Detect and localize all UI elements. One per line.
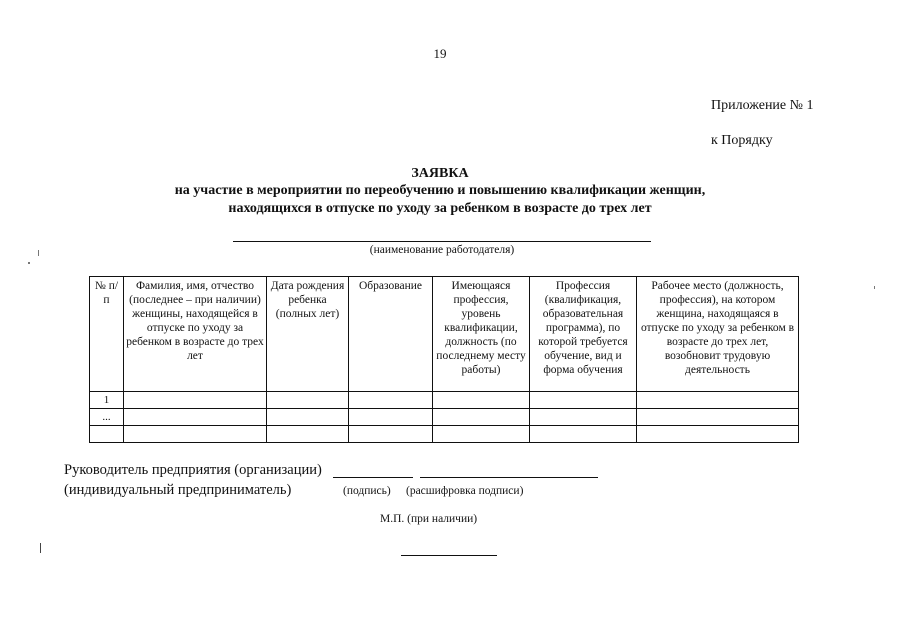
- table-cell: [124, 426, 267, 443]
- table-row: [90, 392, 799, 409]
- table-cell: [637, 392, 799, 409]
- table-cell: [267, 426, 349, 443]
- table-cell: [530, 426, 637, 443]
- scan-speck: [38, 250, 39, 256]
- signer-title: Руководитель предприятия (организации): [64, 462, 322, 478]
- signature-decode-line: [420, 477, 598, 478]
- signature-line: [333, 477, 413, 478]
- table-cell: [637, 409, 799, 426]
- table-row: [90, 409, 799, 426]
- application-table: [89, 276, 799, 443]
- table-row: [90, 426, 799, 443]
- scan-speck: [40, 543, 41, 553]
- header-workplace: Рабочее место (должность, профессия), на котором женщина, находящаяся в отпуске по уходу за ребенком в возрасте до трех лет, возобновит трудовую деятельность: [637, 277, 799, 392]
- header-current-profession: Имеющаяся профессия, уровень квалификации, должность (по последнему месту работы): [433, 277, 530, 392]
- table-cell: [349, 409, 433, 426]
- table-cell: [124, 392, 267, 409]
- stamp-label: М.П. (при наличии): [380, 513, 478, 525]
- header-child-birth-date: Дата рождения ребенка (полных лет): [267, 277, 349, 392]
- header-number: № п/п: [90, 277, 124, 392]
- scan-speck: [874, 286, 875, 289]
- table-cell: [530, 409, 637, 426]
- procedure-label: к Порядку: [711, 133, 773, 148]
- document-title: ЗАЯВКА: [411, 166, 469, 181]
- table-cell: [433, 426, 530, 443]
- table-header-row: [90, 277, 799, 392]
- table-cell-number: [90, 426, 124, 443]
- employer-name-line: [233, 241, 651, 242]
- scan-speck: [28, 262, 30, 264]
- document-subtitle-line2: находящихся в отпуске по уходу за ребенком в возрасте до трех лет: [228, 201, 652, 216]
- page-number: 19: [433, 46, 447, 61]
- table-cell: [433, 392, 530, 409]
- table-cell: [530, 392, 637, 409]
- table-cell: [349, 426, 433, 443]
- table-cell-number: 1: [90, 392, 124, 409]
- signature-decode-caption: (расшифровка подписи): [406, 485, 524, 497]
- table-cell: [637, 426, 799, 443]
- table-cell: [267, 392, 349, 409]
- header-training-profession: Профессия (квалификация, образовательная программа), по которой требуется обучение, вид и форма обучения: [530, 277, 637, 392]
- document-subtitle-line1: на участие в мероприятии по переобучению и повышению квалификации женщин,: [174, 183, 706, 198]
- appendix-label: Приложение № 1: [711, 98, 814, 113]
- signature-caption: (подпись): [343, 485, 391, 497]
- signer-alt-title: (индивидуальный предприниматель): [64, 482, 292, 498]
- employer-caption: (наименование работодателя): [369, 244, 515, 256]
- table-cell: [349, 392, 433, 409]
- table-cell: [433, 409, 530, 426]
- table-cell: [124, 409, 267, 426]
- table-cell-number: ...: [90, 409, 124, 426]
- header-education: Образование: [349, 277, 433, 392]
- header-full-name: Фамилия, имя, отчество (последнее – при наличии) женщины, находящейся в отпуске по уходу за ребенком в возрасте до трех лет: [124, 277, 267, 392]
- table-cell: [267, 409, 349, 426]
- bottom-line: [401, 555, 497, 556]
